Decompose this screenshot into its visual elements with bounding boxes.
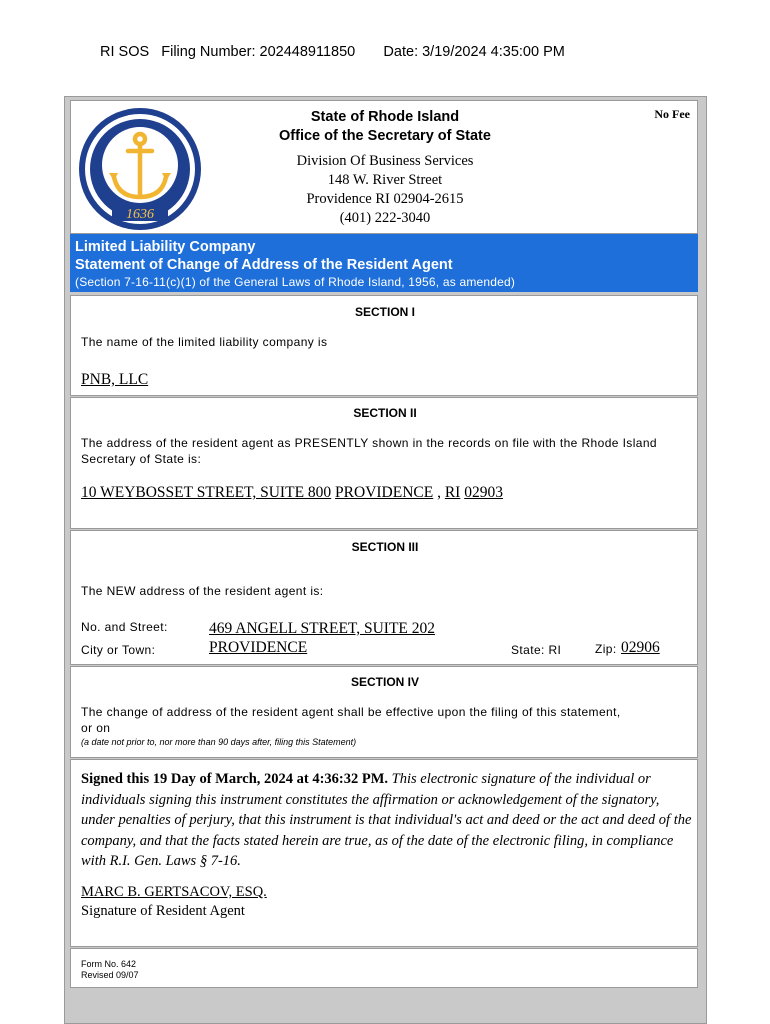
new-address-label: The NEW address of the resident agent is: <box>81 584 324 598</box>
section-3-title: SECTION III <box>351 540 419 554</box>
form-statute: (Section 7-16-11(c)(1) of the General Laws of Rhode Island, 1956, as amended) <box>75 275 516 289</box>
signature-statement <box>81 769 693 872</box>
signature-section <box>70 759 698 947</box>
signature-date: Signed this 19 Day of March, 2024 at 4:36:32 PM. <box>81 771 389 787</box>
new-street-label: No. and Street: <box>81 620 168 634</box>
present-city: PROVIDENCE <box>335 484 434 501</box>
new-city-label: City or Town: <box>81 643 156 657</box>
header-panel <box>70 100 698 234</box>
form-footer <box>70 948 698 988</box>
division-phone: (401) 222-3040 <box>339 210 431 226</box>
form-title: Statement of Change of Address of the Resident Agent <box>75 257 453 273</box>
form-revision: Revised 09/07 <box>81 970 139 980</box>
effective-date-label-1: The change of address of the resident agent shall be effective upon the filing of this statement, <box>81 705 621 719</box>
present-street: 10 WEYBOSSET STREET, SUITE 800 <box>81 484 332 501</box>
present-address-label-2: Secretary of State is: <box>81 452 202 466</box>
section-3 <box>70 530 698 665</box>
filing-header: RI SOS Filing Number: 202448911850 Date: 3/19/2024 4:35:00 PM <box>100 44 565 60</box>
form-number: Form No. 642 <box>81 959 137 969</box>
effective-date-note: (a date not prior to, nor more than 90 days after, filing this Statement) <box>81 737 357 747</box>
office-name: Office of the Secretary of State <box>279 128 491 144</box>
effective-date-label-2: or on <box>81 721 111 735</box>
signer-name: MARC B. GERTSACOV, ESQ. <box>81 884 267 900</box>
new-city-value: PROVIDENCE <box>209 639 308 656</box>
division-street: 148 W. River Street <box>327 172 443 188</box>
division-name: Division Of Business Services <box>296 153 474 169</box>
signature-affirmation: This electronic signature of the individual or individuals signing this instrument constitutes the affirmation or acknowledgement of the signatory, under penalties of perjury, that this instrument is that individual's act and deed or the act and deed of the company, and that the facts stated herein are true, as of the date of the electronic filing, in compliance with R.I. Gen. Laws § 7-16. <box>81 771 692 869</box>
section-4 <box>70 666 698 758</box>
section-1-title: SECTION I <box>354 305 415 319</box>
present-separator: , <box>433 484 445 501</box>
fee-label: No Fee <box>654 107 690 121</box>
new-state-label: State: RI <box>511 643 562 657</box>
new-zip-value: 02906 <box>621 639 660 656</box>
section-1 <box>70 295 698 396</box>
company-name-label: The name of the limited liability company is <box>81 335 328 349</box>
state-name: State of Rhode Island <box>310 109 460 125</box>
section-2 <box>70 397 698 529</box>
present-address-value <box>81 484 503 502</box>
company-name-value: PNB, LLC <box>81 371 149 388</box>
signer-role: Signature of Resident Agent <box>81 903 245 919</box>
form-type: Limited Liability Company <box>75 239 256 255</box>
division-city: Providence RI 02904-2615 <box>306 191 464 207</box>
seal-year: 1636 <box>126 207 154 222</box>
section-4-title: SECTION IV <box>350 675 419 689</box>
new-zip-label: Zip: <box>595 642 617 656</box>
form-title-band <box>70 234 698 292</box>
present-address-label-1: The address of the resident agent as PRESENTLY shown in the records on file with the Rhode Island <box>81 436 657 450</box>
present-state: RI <box>444 484 461 501</box>
present-zip: 02903 <box>464 484 503 501</box>
section-2-title: SECTION II <box>353 406 417 420</box>
new-street-value: 469 ANGELL STREET, SUITE 202 <box>209 620 436 637</box>
